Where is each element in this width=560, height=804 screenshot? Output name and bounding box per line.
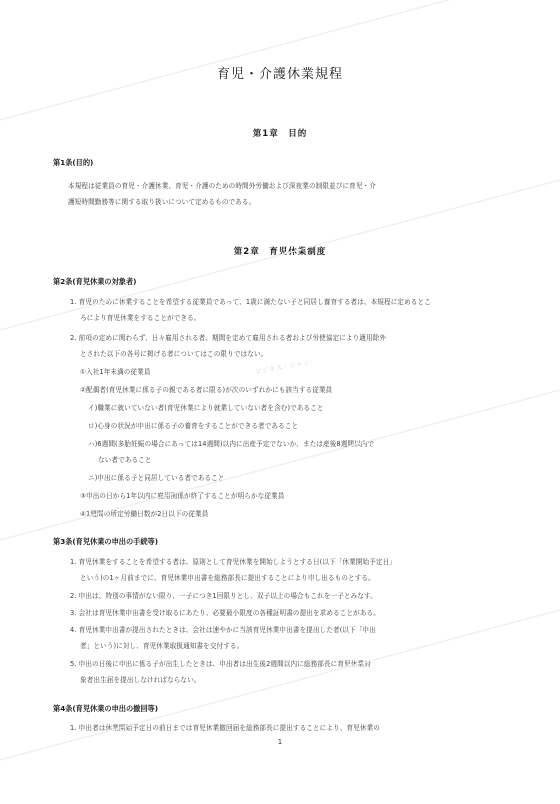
- article-2-line: 1. 育児のために休業することを希望する従業員であって、1歳に満たない子と同居し養育する者は、本規程に定めるとこ: [70, 298, 431, 306]
- article-2-line: ハ)6週間(多胎妊娠の場合にあっては14週間)以内に出産予定でないか、または産後8週間以内で: [88, 440, 375, 448]
- article-3-line: という)の1ヶ月前までに、育児休業申出書を総務部長に提出することにより申し出るものとする。: [80, 574, 375, 582]
- article-3-heading: 第3条(育児休業の申出の手続等): [53, 537, 159, 546]
- article-2-heading: 第2条(育児休業の対象者): [53, 277, 137, 286]
- article-2-line: ③申出の日から1年以内に雇用関係が終了することが明らかな従業員: [80, 492, 285, 500]
- article-3-line: 2. 申出は、特別の事情がない限り、一子につき1回限りとし、双子以上の場合もこれを一子とみなす。: [70, 592, 377, 600]
- watermark-text: ビジネス・シャン: [254, 359, 312, 376]
- article-2-line: ニ)申出に係る子と同居している者であること: [88, 474, 225, 482]
- article-2-line: ない者であること: [98, 456, 152, 464]
- article-2-line: ④1週間の所定労働日数が2日以下の従業員: [80, 510, 209, 518]
- article-2-line: イ)職業に就いていない者(育児休業により就業していない者を含む)であること: [88, 404, 324, 412]
- page-number: 1: [277, 738, 283, 746]
- document-title: 育児・介護休業規程: [216, 67, 343, 82]
- article-3-line: 5. 申出の日後に申出に係る子が出生したときは、申出者は出生後2週間以内に総務部長に育児休業対: [70, 660, 371, 668]
- article-2-line: ろにより育児休業をすることができる。: [80, 314, 201, 322]
- article-2-line: とされた以下の各号に掲げる者についてはこの限りではない。: [80, 350, 268, 358]
- article-3-line: 4. 育児休業申出書が提出されたときは、会社は速やかに当該育児休業申出書を提出した者(以下「申出: [70, 626, 376, 634]
- article-3-line: 象者出生届を提出しなければならない。: [80, 676, 201, 684]
- article-4-line: 1. 申出者は休業開始予定日の前日までは育児休業撤回届を総務部長に提出することにより、育児休業の: [70, 724, 380, 732]
- article-3-line: 3. 会社は育児休業申出書を受け取るにあたり、必要最小限度の各種証明書の提出を求めることがある。: [70, 609, 380, 617]
- article-1-line: 護短時間勤務等に関する取り扱いについて定めるものである。: [68, 198, 256, 206]
- article-2-line: ロ)心身の状況が申出に係る子の養育をすることができる者であること: [88, 422, 299, 430]
- article-4-heading: 第4条(育児休業の申出の撤回等): [53, 704, 159, 713]
- chapter-2-heading: 第2章 育児休業制度: [233, 247, 327, 257]
- article-2-line: ②配偶者(育児休業に係る子の親である者に限る)が次のいずれかにも該当する従業員: [80, 386, 333, 394]
- article-3-line: 者」という)に対し、育児休業取扱通知書を交付する。: [80, 642, 244, 650]
- article-2-line: 2. 前項の定めに関わらず、日々雇用される者、期間を定めて雇用される者および労使協定により適用除外: [70, 334, 387, 342]
- chapter-1-heading: 第1章 目的: [252, 129, 308, 139]
- article-2-line: ①入社1年未満の従業員: [80, 368, 151, 376]
- article-3-line: 1. 育児休業をすることを希望する者は、原則として育児休業を開始しようとする日(以下「休業開始予定日」: [70, 558, 396, 566]
- article-1-line: 本規程は従業員の育児・介護休業、育児・介護のための時間外労働および深夜業の制限並びに育児・介: [68, 182, 376, 190]
- article-1-heading: 第1条(目的): [53, 158, 94, 167]
